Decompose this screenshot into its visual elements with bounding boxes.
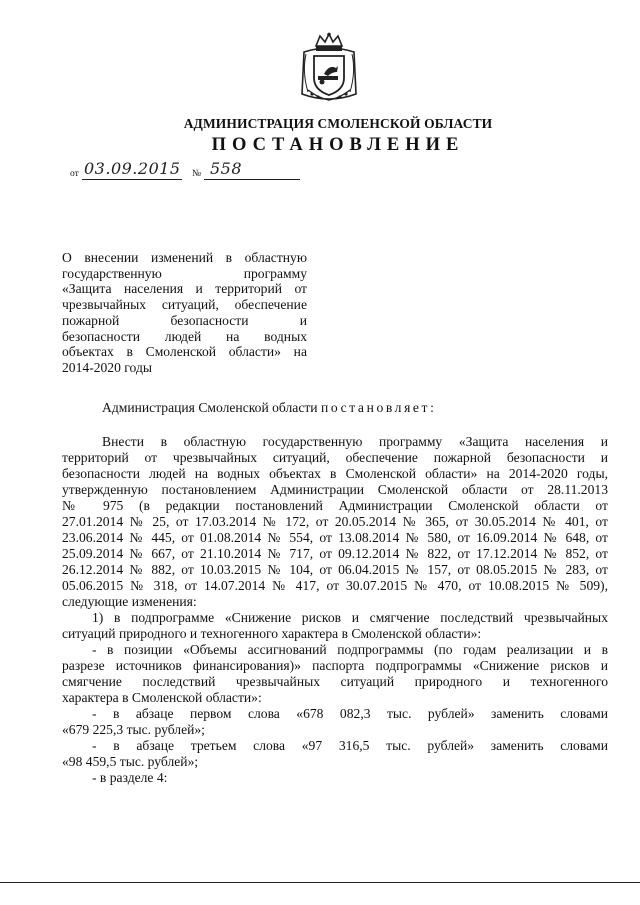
subject-line: безопасности людей на водных bbox=[62, 328, 307, 344]
body-line: - в абзаце третьем слова «97 316,5 тыс. рублей» заменить словами bbox=[92, 738, 608, 753]
document-subject bbox=[62, 250, 307, 376]
body-line: характера в Смоленской области»: bbox=[62, 690, 262, 705]
body-line: «679 225,3 тыс. рублей»; bbox=[62, 722, 205, 737]
body-line: утвержденную постановлением Администрации Смоленской области от 28.11.2013 bbox=[62, 482, 608, 497]
footer-divider bbox=[0, 882, 640, 883]
preamble-action: постановляет: bbox=[320, 400, 437, 415]
date-number-line bbox=[70, 160, 310, 182]
body-line: 26.12.2014 № 882, от 10.03.2015 № 104, от 06.04.2015 № 157, от 08.05.2015 № 283, от bbox=[62, 562, 608, 577]
coat-of-arms-icon bbox=[298, 32, 360, 104]
body-line: «98 459,5 тыс. рублей»; bbox=[62, 754, 199, 769]
body-line: ситуаций природного и техногенного характера в Смоленской области»: bbox=[62, 626, 482, 641]
preamble bbox=[102, 400, 436, 416]
subject-line: О внесении изменений в областную bbox=[62, 250, 307, 265]
subject-line: государственную программу bbox=[62, 265, 307, 281]
body-line: - в абзаце первом слова «678 082,3 тыс. рублей» заменить словами bbox=[92, 706, 608, 721]
body-line: 25.09.2014 № 667, от 21.10.2014 № 717, от 09.12.2014 № 822, от 17.12.2014 № 852, от bbox=[62, 546, 608, 561]
subject-line: пожарной безопасности и bbox=[62, 312, 307, 328]
body-line: территорий от чрезвычайных ситуаций, обеспечение пожарной безопасности и bbox=[62, 450, 608, 465]
body-line: разрезе источников финансирования)» паспорта подпрограммы «Снижение рисков и bbox=[62, 658, 608, 673]
body-line: - в позиции «Объемы ассигнований подпрограммы (по годам реализации и в bbox=[92, 642, 608, 657]
body-line: - в разделе 4: bbox=[92, 770, 168, 785]
body-line: 05.06.2015 № 318, от 14.07.2014 № 417, от 30.07.2015 № 470, от 10.08.2015 № 509), bbox=[62, 578, 608, 593]
subject-line: «Защита населения и территорий от bbox=[62, 281, 307, 297]
number-underline bbox=[204, 179, 300, 180]
body-line: смягчение последствий чрезвычайных ситуаций природного и техногенного bbox=[62, 674, 608, 689]
from-label: от bbox=[70, 169, 79, 179]
date-underline bbox=[82, 179, 182, 180]
body-line: Внести в областную государственную программу «Защита населения и bbox=[102, 434, 608, 449]
body-line: следующие изменения: bbox=[62, 594, 197, 609]
handwritten-number: 558 bbox=[210, 159, 243, 178]
body-line: 1) в подпрограмме «Снижение рисков и смягчение последствий чрезвычайных bbox=[92, 610, 608, 625]
subject-line: чрезвычайных ситуаций, обеспечение bbox=[62, 297, 307, 313]
body-line: безопасности людей на водных объектах в Смоленской области» на 2014-2020 годы, bbox=[62, 466, 608, 481]
handwritten-date: 03.09.2015 bbox=[84, 159, 181, 178]
document-type-title: ПОСТАНОВЛЕНИЕ bbox=[211, 135, 465, 155]
subject-line: объектах в Смоленской области» на bbox=[62, 344, 307, 360]
body-line: № 975 (в редакции постановлений Администрации Смоленской области от bbox=[62, 498, 608, 513]
organization-name: АДМИНИСТРАЦИЯ СМОЛЕНСКОЙ ОБЛАСТИ bbox=[183, 116, 493, 131]
body-line: 27.01.2014 № 25, от 17.03.2014 № 172, от 20.05.2014 № 365, от 30.05.2014 № 401, от bbox=[62, 514, 608, 529]
body-line: 23.06.2014 № 445, от 01.08.2014 № 554, от 13.08.2014 № 580, от 16.09.2014 № 648, от bbox=[62, 530, 608, 545]
number-label: № bbox=[192, 169, 202, 179]
subject-line: 2014-2020 годы bbox=[62, 359, 152, 375]
preamble-lead: Администрация Смоленской области bbox=[102, 400, 318, 415]
document-body bbox=[62, 434, 608, 786]
